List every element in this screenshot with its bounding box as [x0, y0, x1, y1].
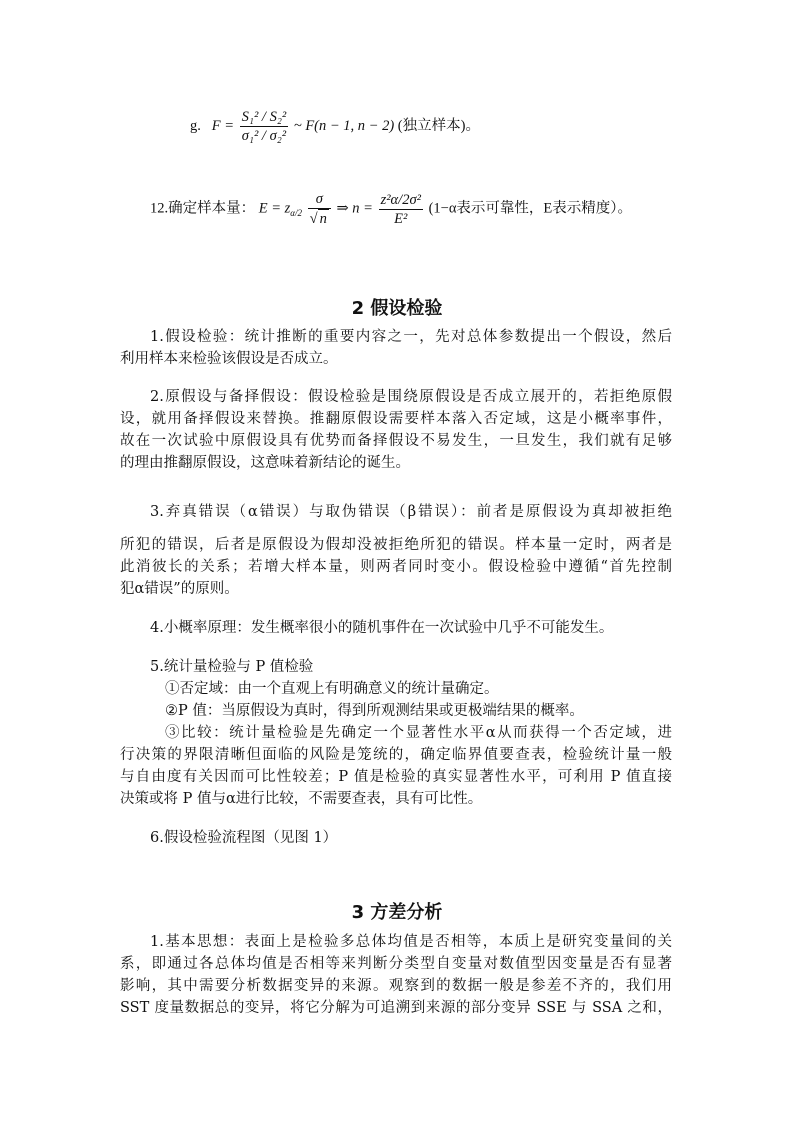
s2-p3-line3: 此消彼长的关系；若增大样本量，则两者同时变小。假设检验中遵循“首先控制 [120, 559, 672, 575]
formula-12-n-fraction [379, 191, 423, 228]
formula-12-note: (1−α表示可靠性，E表示精度）。 [428, 200, 633, 217]
formula-12-e-sub: α/2 [290, 208, 303, 219]
s2-p3-line2: 所犯的错误，后者是原假设为假却没被拒绝所犯的错误。样本量一定时，两者是 [120, 537, 672, 553]
s2-p6: 6.假设检验流程图（见图 1） [150, 830, 338, 846]
formula-g-denominator: σ₁² / σ₂² [241, 128, 287, 144]
s2-p5-item3-line4: 决策或将 P 值与α进行比较，不需要查表，具有可比性。 [120, 791, 483, 807]
formula-12-n-denominator: E² [394, 210, 408, 227]
formula-12-e-denominator-wrap: √ n [309, 211, 327, 227]
s2-p2-line3: 故在一次试验中原假设具有优势而备择假设不易发生，一旦发生，我们就有足够 [120, 433, 672, 449]
formula-g-label: g. [190, 117, 201, 134]
s2-p5-heading: 5.统计量检验与 P 值检验 [150, 659, 314, 675]
section-2-title: 2 假设检验 [351, 298, 443, 319]
s2-p5-item3-line3: 与自由度有关因而可比性较差；P 值是检验的真实显著性水平，可利用 P 值直接 [120, 769, 672, 785]
s3-p1-line2: 系，即通过各总体均值是否相等来判断分类型自变量对数值型因变量是否有显著 [120, 956, 672, 972]
s2-p5-item2: ②P 值：当原假设为真时，得到所观测结果或更极端结果的概率。 [165, 703, 584, 719]
formula-g [190, 108, 480, 145]
formula-12-label: 12.确定样本量： [150, 200, 256, 217]
formula-g-note: (独立样本)。 [397, 117, 480, 134]
formula-12-e-fraction [308, 190, 331, 228]
formula-g-lhs: F = [211, 117, 235, 134]
formula-12-e-lhs: E = z [258, 200, 291, 217]
formula-12-e-denominator: n [319, 211, 327, 227]
s2-p2-line4: 的理由推翻原假设，这意味着新结论的诞生。 [120, 455, 410, 471]
s3-p1-line1: 1.基本思想：表面上是检验多总体均值是否相等，本质上是研究变量间的关 [150, 934, 672, 950]
s2-p5-item1: ①否定域：由一个直观上有明确意义的统计量确定。 [165, 681, 499, 697]
s2-p1-line2: 利用样本来检验该假设是否成立。 [120, 351, 338, 367]
s3-p1-line3: 影响，其中需要分析数据变异的来源。观察到的数据一般是参差不齐的，我们用 [120, 978, 672, 994]
formula-12-e-numerator: σ [308, 190, 331, 209]
section-3-title: 3 方差分析 [351, 902, 443, 923]
formula-g-fraction [240, 108, 289, 145]
s2-p4: 4.小概率原理：发生概率很小的随机事件在一次试验中几乎不可能发生。 [150, 620, 614, 636]
formula-g-numerator: S₁² / S₂² [241, 109, 287, 125]
formula-g-distribution: ~ F(n − 1, n − 2) [293, 117, 395, 134]
s2-p5-item3-line2: 行决策的界限清晰但面临的风险是笼统的，确定临界值要查表，检验统计量一般 [120, 747, 672, 763]
s2-p5-item3-line1: ③比较：统计量检验是先确定一个显著性水平α从而获得一个否定域，进 [165, 725, 672, 741]
s2-p2-line1: 2.原假设与备择假设：假设检验是围绕原假设是否成立展开的，若拒绝原假 [150, 389, 672, 405]
formula-12 [150, 190, 632, 228]
formula-12-arrow: ⇒ n = [336, 200, 373, 217]
s2-p1-line1: 1.假设检验：统计推断的重要内容之一，先对总体参数提出一个假设，然后 [150, 329, 672, 345]
formula-12-n-numerator: z²α/2σ² [380, 191, 421, 208]
s2-p3-line1: 3.弃真错误（α错误）与取伪错误（β错误）：前者是原假设为真却被拒绝 [150, 504, 672, 520]
s2-p3-line4: 犯α错误”的原则。 [120, 581, 239, 597]
s2-p2-line2: 设，就用备择假设来替换。推翻原假设需要样本落入否定域，这是小概率事件， [120, 411, 672, 427]
s3-p1-line4: SST 度量数据总的变异，将它分解为可追溯到来源的部分变异 SSE 与 SSA 之和， [120, 1000, 672, 1016]
